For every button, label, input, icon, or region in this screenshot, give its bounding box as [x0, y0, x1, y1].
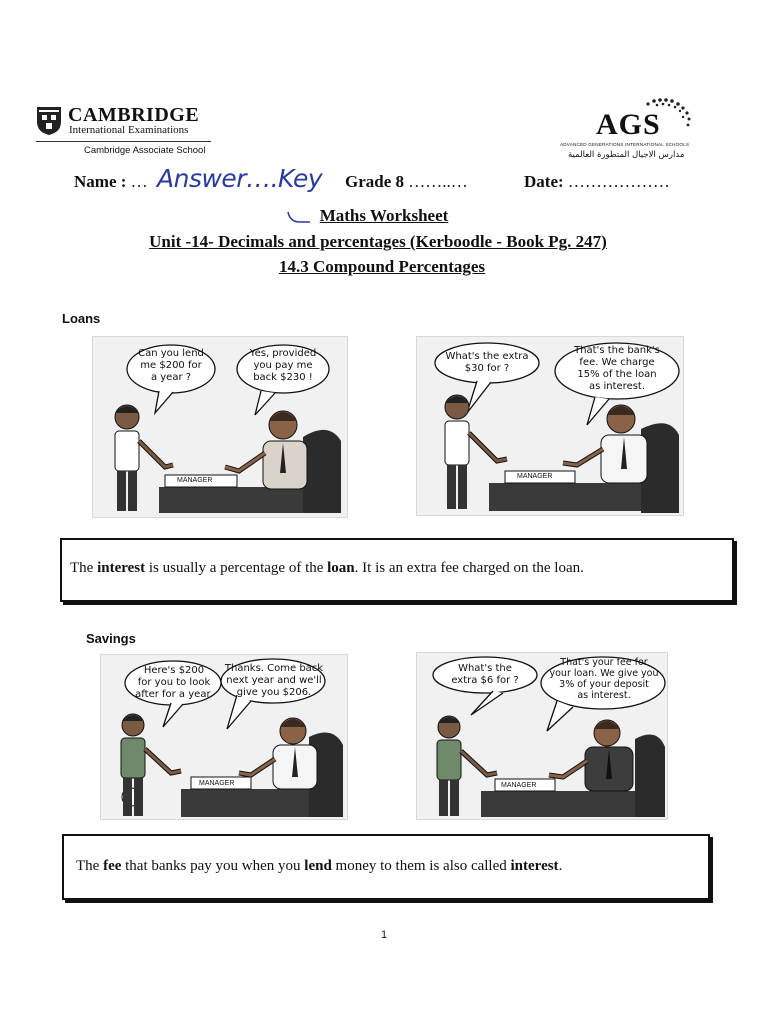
cambridge-shield-icon — [36, 106, 62, 136]
manager-speech-bubble — [239, 348, 327, 384]
term-loan: loan — [327, 560, 355, 576]
worksheet-title: Maths Worksheet — [319, 206, 449, 225]
page-number: 1 — [380, 929, 388, 941]
bubble-line: Here's $200 — [143, 665, 205, 676]
manager-nameplate: MANAGER — [501, 782, 537, 789]
bubble-line: back $230 ! — [253, 372, 313, 383]
loans-definition-text — [70, 560, 584, 577]
bubble-line: Can you lend — [138, 348, 204, 359]
customer-speech-bubble — [129, 348, 213, 384]
loans-label: Loans — [62, 311, 101, 326]
name-label: Name : — [74, 172, 127, 191]
cambridge-divider — [36, 141, 211, 142]
bubble-line: fee. We charge — [579, 357, 655, 368]
customer-speech-bubble — [437, 351, 537, 375]
bubble-line: That's your fee for — [560, 657, 648, 668]
manager-nameplate: MANAGER — [199, 780, 235, 787]
grade-label: Grade 8 — [345, 172, 405, 191]
savings-definition-box — [62, 834, 710, 900]
name-handwritten-value: Answer….Key — [157, 164, 323, 193]
text-run: The — [70, 560, 98, 576]
ags-subtitle: ADVANCED GENERATIONS INTERNATIONAL SCHOOLS — [560, 142, 690, 147]
bubble-line: 15% of the loan — [577, 369, 657, 380]
bubble-line: for you to look — [137, 677, 211, 688]
bubble-line: you pay me — [253, 360, 313, 371]
bubble-line: $30 for ? — [464, 363, 510, 374]
loans-cartoon-2 — [416, 336, 684, 516]
bubble-line: That's the bank's — [574, 345, 660, 356]
bubble-line: What's the — [458, 663, 512, 674]
ags-arabic-name: مدارس الاجيال المتطورة العالمية — [568, 150, 685, 160]
grade-field — [345, 172, 468, 192]
text-run: money to them is also called — [331, 858, 511, 874]
name-dots: … — [130, 172, 149, 191]
term-interest: interest — [510, 858, 559, 874]
bubble-line: extra $6 for ? — [451, 675, 519, 686]
cambridge-associate-text: Cambridge Associate School — [84, 145, 206, 156]
name-field — [74, 172, 149, 192]
cambridge-name: CAMBRIDGE — [68, 104, 200, 126]
unit-title: Unit -14- Decimals and percentages (Kerboodle - Book Pg. 247) — [149, 232, 607, 251]
term-fee: fee — [103, 858, 122, 874]
text-run: is usually a percentage of the — [145, 560, 328, 576]
term-lend: lend — [304, 858, 332, 874]
manager-nameplate: MANAGER — [177, 477, 213, 484]
savings-definition-text — [76, 858, 562, 875]
bubble-line: as interest. — [577, 690, 631, 701]
bubble-line: a year ? — [150, 372, 192, 383]
bubble-line: Yes, provided — [249, 348, 317, 359]
text-run: The — [76, 858, 104, 874]
text-run: that banks pay you when you — [121, 858, 305, 874]
date-label: Date: — [524, 172, 564, 191]
bubble-line: as interest. — [588, 381, 646, 392]
bubble-line: 3% of your deposit — [559, 679, 649, 690]
text-run: . — [558, 858, 563, 874]
loans-cartoon-1 — [92, 336, 348, 518]
manager-speech-bubble — [563, 345, 671, 393]
date-dots: ……………… — [567, 172, 670, 191]
bubble-line: What's the extra — [445, 351, 529, 362]
savings-label: Savings — [86, 631, 136, 646]
bubble-line: your loan. We give you — [549, 668, 659, 679]
text-run: . It is an extra fee charged on the loan. — [354, 560, 584, 576]
customer-speech-bubble — [435, 663, 535, 687]
manager-nameplate: MANAGER — [517, 473, 553, 480]
savings-cartoon-2 — [416, 652, 668, 820]
cambridge-logo — [36, 106, 206, 160]
bubble-line: give you $206. — [236, 687, 312, 698]
bubble-line: next year and we'll — [226, 675, 322, 686]
bubble-line: me $200 for — [140, 360, 202, 371]
term-interest: interest — [97, 560, 146, 576]
section-title: 14.3 Compound Percentages — [278, 257, 486, 276]
ags-name: AGS — [596, 108, 661, 141]
manager-speech-bubble — [223, 663, 325, 699]
bubble-line: Thanks. Come back — [224, 663, 324, 674]
grade-dots: ……..… — [408, 172, 468, 191]
ags-logo — [560, 96, 720, 162]
date-field — [524, 172, 670, 192]
cambridge-subtitle: International Examinations — [69, 124, 189, 136]
loans-definition-box — [60, 538, 734, 602]
customer-speech-bubble — [129, 665, 219, 701]
savings-cartoon-1 — [100, 654, 348, 820]
bubble-line: after for a year. — [135, 689, 213, 700]
manager-speech-bubble — [543, 657, 665, 701]
